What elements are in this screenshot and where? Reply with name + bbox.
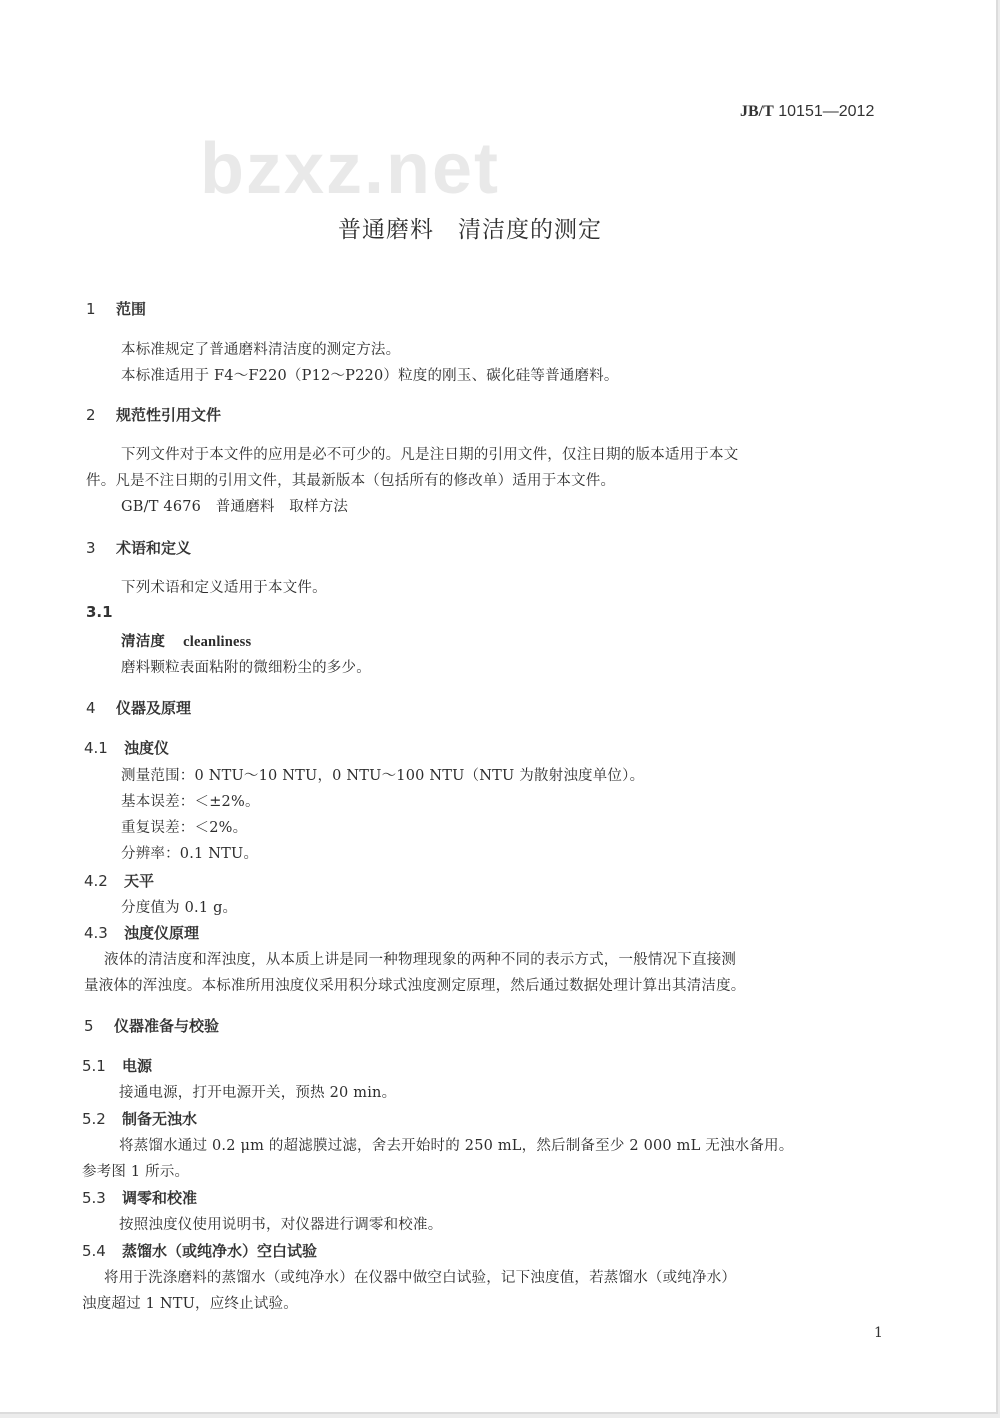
subsection-number: 4.2 xyxy=(84,872,108,890)
section-1-heading xyxy=(86,298,146,319)
normative-reference: GB/T 4676 普通磨料 取样方法 xyxy=(121,499,349,515)
subsection-5-3-heading xyxy=(82,1187,197,1208)
section-5-heading xyxy=(84,1015,219,1036)
term-entry xyxy=(121,630,251,651)
subsection-title: 调零和校准 xyxy=(122,1189,198,1207)
subsection-4-1-heading xyxy=(84,737,169,758)
section-number: 2 xyxy=(86,406,96,424)
watermark: bzxz.net xyxy=(200,129,501,209)
standard-code xyxy=(740,103,874,121)
subsection-title: 蒸馏水（或纯净水）空白试验 xyxy=(122,1242,318,1260)
section-number: 5 xyxy=(84,1017,94,1035)
section-3-heading xyxy=(86,537,191,558)
subsection-number: 5.3 xyxy=(82,1189,106,1207)
section-title: 仪器及原理 xyxy=(116,699,192,717)
paragraph: 液体的清洁度和浑浊度，从本质上讲是同一种物理现象的两种不同的表示方式，一般情况下直接测 xyxy=(104,952,737,968)
standard-prefix: JB/T xyxy=(740,103,774,120)
subsection-4-3-heading xyxy=(84,922,199,943)
subsection-5-4-heading xyxy=(82,1240,317,1261)
paragraph: 下列文件对于本文件的应用是必不可少的。凡是注日期的引用文件，仅注日期的版本适用于本文 xyxy=(121,447,739,463)
section-2-heading xyxy=(86,404,221,425)
section-title: 范围 xyxy=(116,300,147,318)
section-number: 3 xyxy=(86,539,96,557)
subsection-number: 5.1 xyxy=(82,1057,106,1075)
paragraph: 本标准规定了普通磨料清洁度的测定方法。 xyxy=(121,342,401,358)
paragraph: 接通电源，打开电源开关，预热 20 min。 xyxy=(119,1085,397,1101)
paragraph: 量液体的浑浊度。本标准所用浊度仪采用积分球式浊度测定原理，然后通过数据处理计算出其清洁度。 xyxy=(84,978,746,994)
spec-line: 分辨率：0.1 NTU。 xyxy=(121,846,259,862)
section-number: 4 xyxy=(86,699,96,717)
section-title: 规范性引用文件 xyxy=(116,406,222,424)
subsection-number: 4.1 xyxy=(84,739,108,757)
subsection-title: 制备无浊水 xyxy=(122,1110,198,1128)
paragraph: 下列术语和定义适用于本文件。 xyxy=(121,580,327,596)
paragraph: 件。凡是不注日期的引用文件，其最新版本（包括所有的修改单）适用于本文件。 xyxy=(86,473,616,489)
subsection-number: 4.3 xyxy=(84,924,108,942)
subsection-number: 5.2 xyxy=(82,1110,106,1128)
paragraph: 按照浊度仪使用说明书，对仪器进行调零和校准。 xyxy=(119,1217,443,1233)
subsection-5-1-heading xyxy=(82,1055,152,1076)
subsection-3-1-number: 3.1 xyxy=(86,603,113,621)
section-4-heading xyxy=(86,697,191,718)
paragraph: 参考图 1 所示。 xyxy=(82,1164,190,1180)
spec-line: 重复误差：＜2%。 xyxy=(121,820,248,836)
section-title: 仪器准备与校验 xyxy=(114,1017,220,1035)
section-number: 1 xyxy=(86,300,96,318)
term-chinese: 清洁度 xyxy=(121,634,166,650)
document-title: 普通磨料 清洁度的测定 xyxy=(338,217,602,243)
term-definition: 磨料颗粒表面粘附的微细粉尘的多少。 xyxy=(121,660,371,676)
paragraph: 将蒸馏水通过 0.2 μm 的超滤膜过滤，舍去开始时的 250 mL，然后制备至少 2 000 mL 无浊水备用。 xyxy=(119,1138,794,1154)
spec-line: 基本误差：＜±2%。 xyxy=(121,794,260,810)
page-number: 1 xyxy=(874,1325,883,1341)
subsection-title: 浊度仪 xyxy=(124,739,170,757)
subsection-4-2-heading xyxy=(84,870,154,891)
standard-number: 10151—2012 xyxy=(778,103,875,120)
paragraph: 本标准适用于 F4～F220（P12～P220）粒度的刚玉、碳化硅等普通磨料。 xyxy=(121,368,619,384)
term-english: cleanliness xyxy=(183,634,252,650)
paragraph: 将用于洗涤磨料的蒸馏水（或纯净水）在仪器中做空白试验，记下浊度值，若蒸馏水（或纯净水） xyxy=(104,1270,737,1286)
subsection-5-2-heading xyxy=(82,1108,197,1129)
subsection-title: 浊度仪原理 xyxy=(124,924,200,942)
paragraph: 浊度超过 1 NTU，应终止试验。 xyxy=(82,1296,298,1312)
subsection-number: 5.4 xyxy=(82,1242,106,1260)
subsection-title: 天平 xyxy=(124,872,155,890)
section-title: 术语和定义 xyxy=(116,539,192,557)
subsection-title: 电源 xyxy=(122,1057,153,1075)
spec-line: 分度值为 0.1 g。 xyxy=(121,900,238,916)
spec-line: 测量范围：0 NTU～10 NTU，0 NTU～100 NTU（NTU 为散射浊度单位）。 xyxy=(121,768,645,784)
